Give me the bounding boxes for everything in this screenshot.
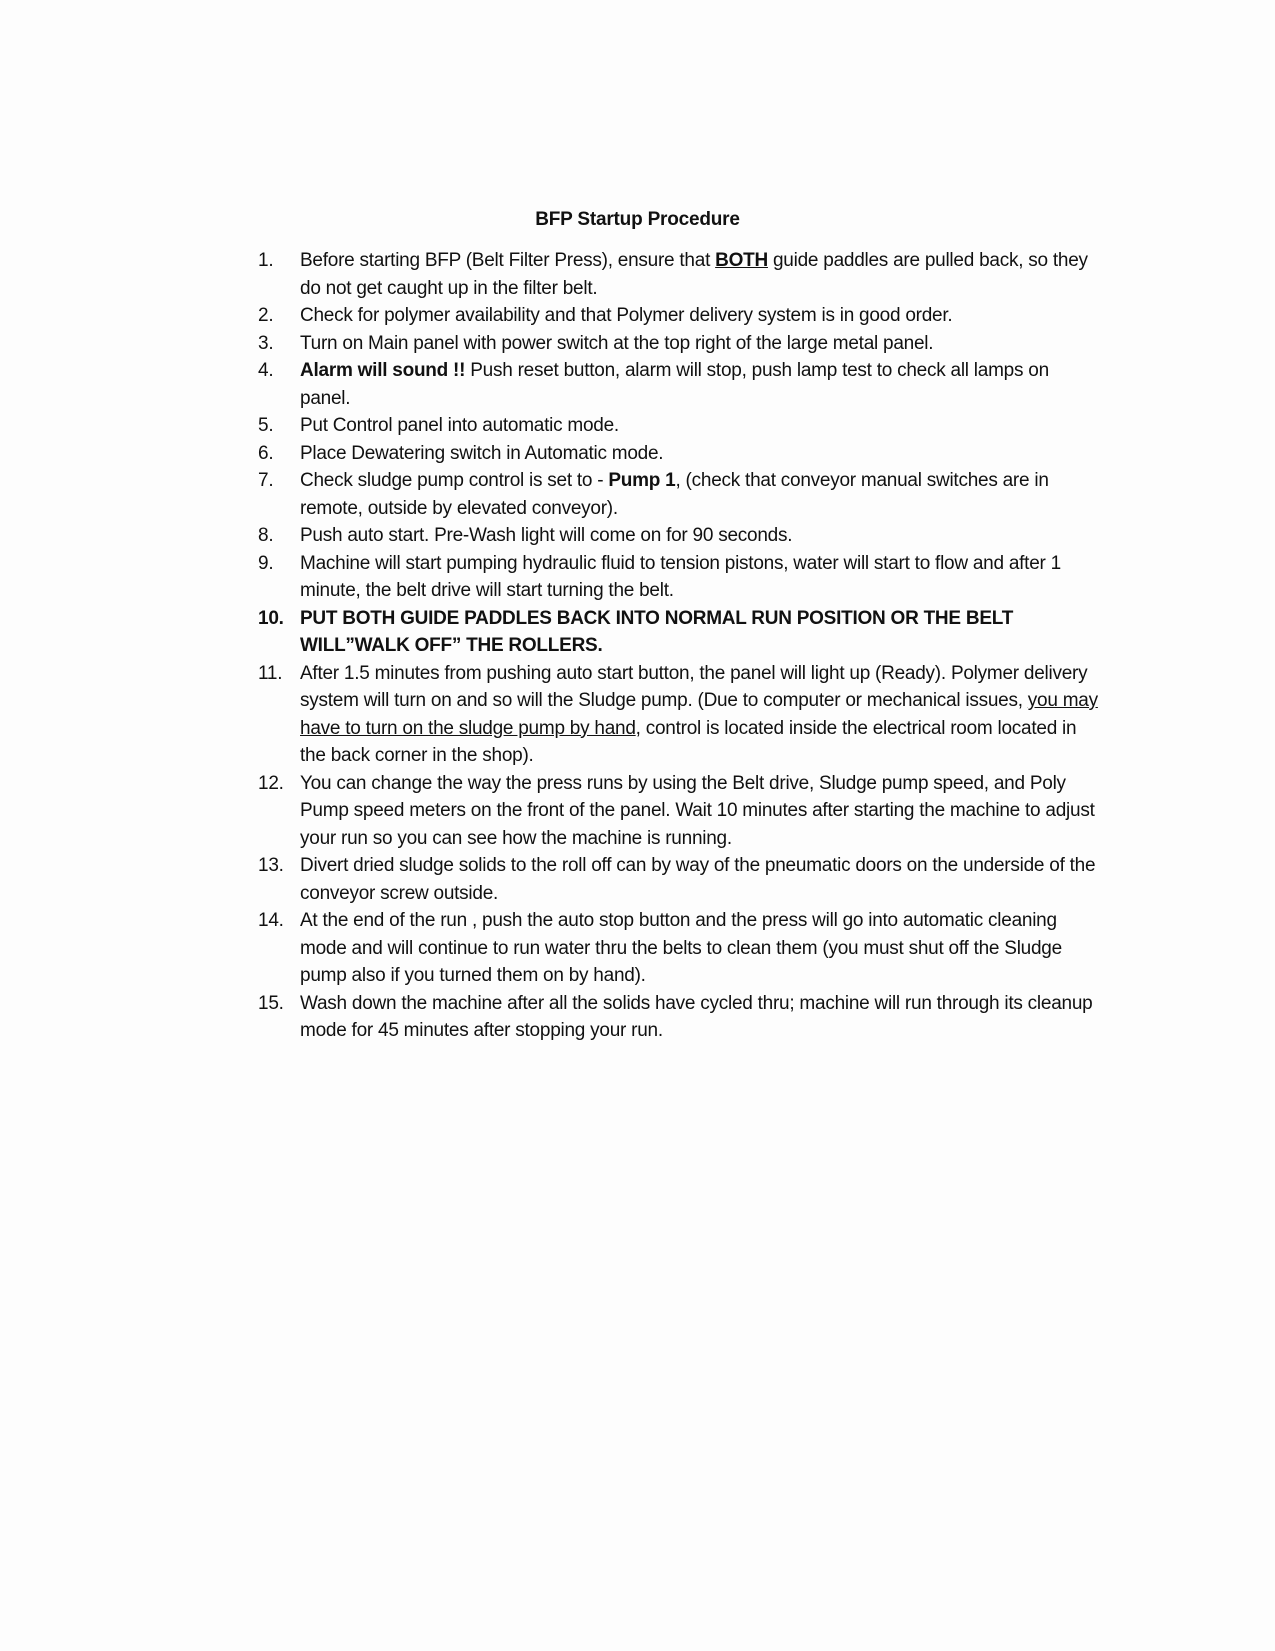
step-text-segment: Place Dewatering switch in Automatic mode. (300, 442, 664, 464)
step-number: 7. (258, 470, 274, 491)
step-text (300, 553, 1061, 602)
step-text (300, 305, 952, 326)
step-text (300, 470, 1049, 519)
step-text-segment: Before starting BFP (Belt Filter Press), ensure that (300, 250, 716, 271)
step-text (300, 855, 1095, 904)
step-text (300, 250, 1088, 299)
step-text (300, 360, 1049, 409)
procedure-step (258, 907, 1098, 990)
step-text (300, 773, 1095, 849)
step-text-segment: Push auto start. Pre-Wash light will come on for 90 seconds. (300, 525, 793, 546)
step-number: 9. (258, 552, 274, 574)
step-text-segment: Divert dried sludge solids to the roll off can by way of the pneumatic doors on the underside of the conveyor screw outside. (300, 855, 1096, 904)
procedure-step (258, 412, 1098, 440)
step-number: 10. (258, 607, 284, 629)
step-text-segment: Push reset button, alarm will stop, push lamp test to check all lamps on panel. (300, 360, 1049, 409)
step-text-segment: , control is located inside the electrical room located in the back corner in the shop). (300, 717, 1077, 766)
step-text (300, 333, 933, 354)
step-text (300, 608, 1013, 657)
step-number: 2. (258, 305, 274, 326)
procedure-step (258, 990, 1098, 1045)
step-text-segment: Put Control panel into automatic mode. (300, 415, 619, 436)
step-text (300, 415, 619, 436)
step-number: 1. (258, 250, 274, 271)
procedure-step (258, 522, 1098, 550)
procedure-step (258, 467, 1098, 522)
step-text (300, 443, 663, 464)
step-text-segment: Turn on Main panel with power switch at the top right of the large metal panel. (300, 332, 934, 354)
step-number: 8. (258, 525, 274, 546)
procedure-step (258, 357, 1098, 412)
step-text-segment: At the end of the run , push the auto stop button and the press will go into automatic cleaning mode and will continue to run water thru the belts to clean them (you must shut off the Sludge pump also if you turned them on by hand). (300, 910, 1062, 986)
procedure-step (258, 550, 1098, 605)
step-text-segment: Alarm will sound !! (300, 360, 466, 381)
step-text (300, 910, 1062, 986)
procedure-step (258, 247, 1098, 302)
procedure-step-list (258, 247, 1098, 1045)
procedure-step (258, 605, 1098, 660)
step-number: 15. (258, 992, 284, 1014)
step-text (300, 993, 1092, 1042)
step-text-segment: Machine will start pumping hydraulic fluid to tension pistons, water will start to flow and after 1 minute, the belt drive will start turning the belt. (300, 552, 1061, 601)
procedure-step (258, 770, 1098, 853)
step-text-segment: BOTH (715, 250, 768, 271)
step-text-segment: Pump 1 (608, 470, 676, 491)
step-text-segment: Check sludge pump control is set to - (300, 470, 609, 491)
step-text (300, 525, 792, 546)
step-text-segment: , (check that conveyor manual switches are in remote, outside by elevated conveyor). (300, 470, 1049, 519)
step-text-segment: PUT BOTH GUIDE PADDLES BACK INTO NORMAL RUN POSITION OR THE BELT WILL”WALK OFF” THE ROLLERS. (300, 607, 1014, 656)
step-text-segment: You can change the way the press runs by using the Belt drive, Sludge pump speed, and Poly Pump speed meters on the front of the panel. Wait 10 minutes after starting the machine to adjust your run so you can see how the machine is running. (300, 772, 1095, 849)
step-number: 6. (258, 442, 274, 464)
step-text-segment: you may have to turn on the sludge pump by hand (300, 690, 1098, 739)
step-text-segment: guide paddles are pulled back, so they do not get caught up in the filter belt. (300, 250, 1088, 299)
step-number: 5. (258, 415, 274, 436)
step-number: 4. (258, 360, 274, 381)
step-text-segment: Check for polymer availability and that Polymer delivery system is in good order. (300, 305, 953, 326)
step-number: 14. (258, 910, 284, 931)
procedure-step (258, 302, 1098, 330)
step-number: 3. (258, 332, 274, 354)
step-text (300, 663, 1098, 767)
step-number: 11. (258, 662, 283, 684)
step-number: 13. (258, 855, 284, 876)
step-text-segment: Wash down the machine after all the solids have cycled thru; machine will run through its cleanup mode for 45 minutes after stopping your run. (300, 992, 1093, 1041)
procedure-step (258, 660, 1098, 770)
step-text-segment: After 1.5 minutes from pushing auto start button, the panel will light up (Ready). Polymer delivery system will turn on and so will the Sludge pump. (Due to computer or mechanical issues, (300, 662, 1088, 711)
step-number: 12. (258, 772, 284, 794)
procedure-step (258, 330, 1098, 358)
procedure-step (258, 440, 1098, 468)
procedure-step (258, 852, 1098, 907)
document-title: BFP Startup Procedure (535, 209, 740, 230)
